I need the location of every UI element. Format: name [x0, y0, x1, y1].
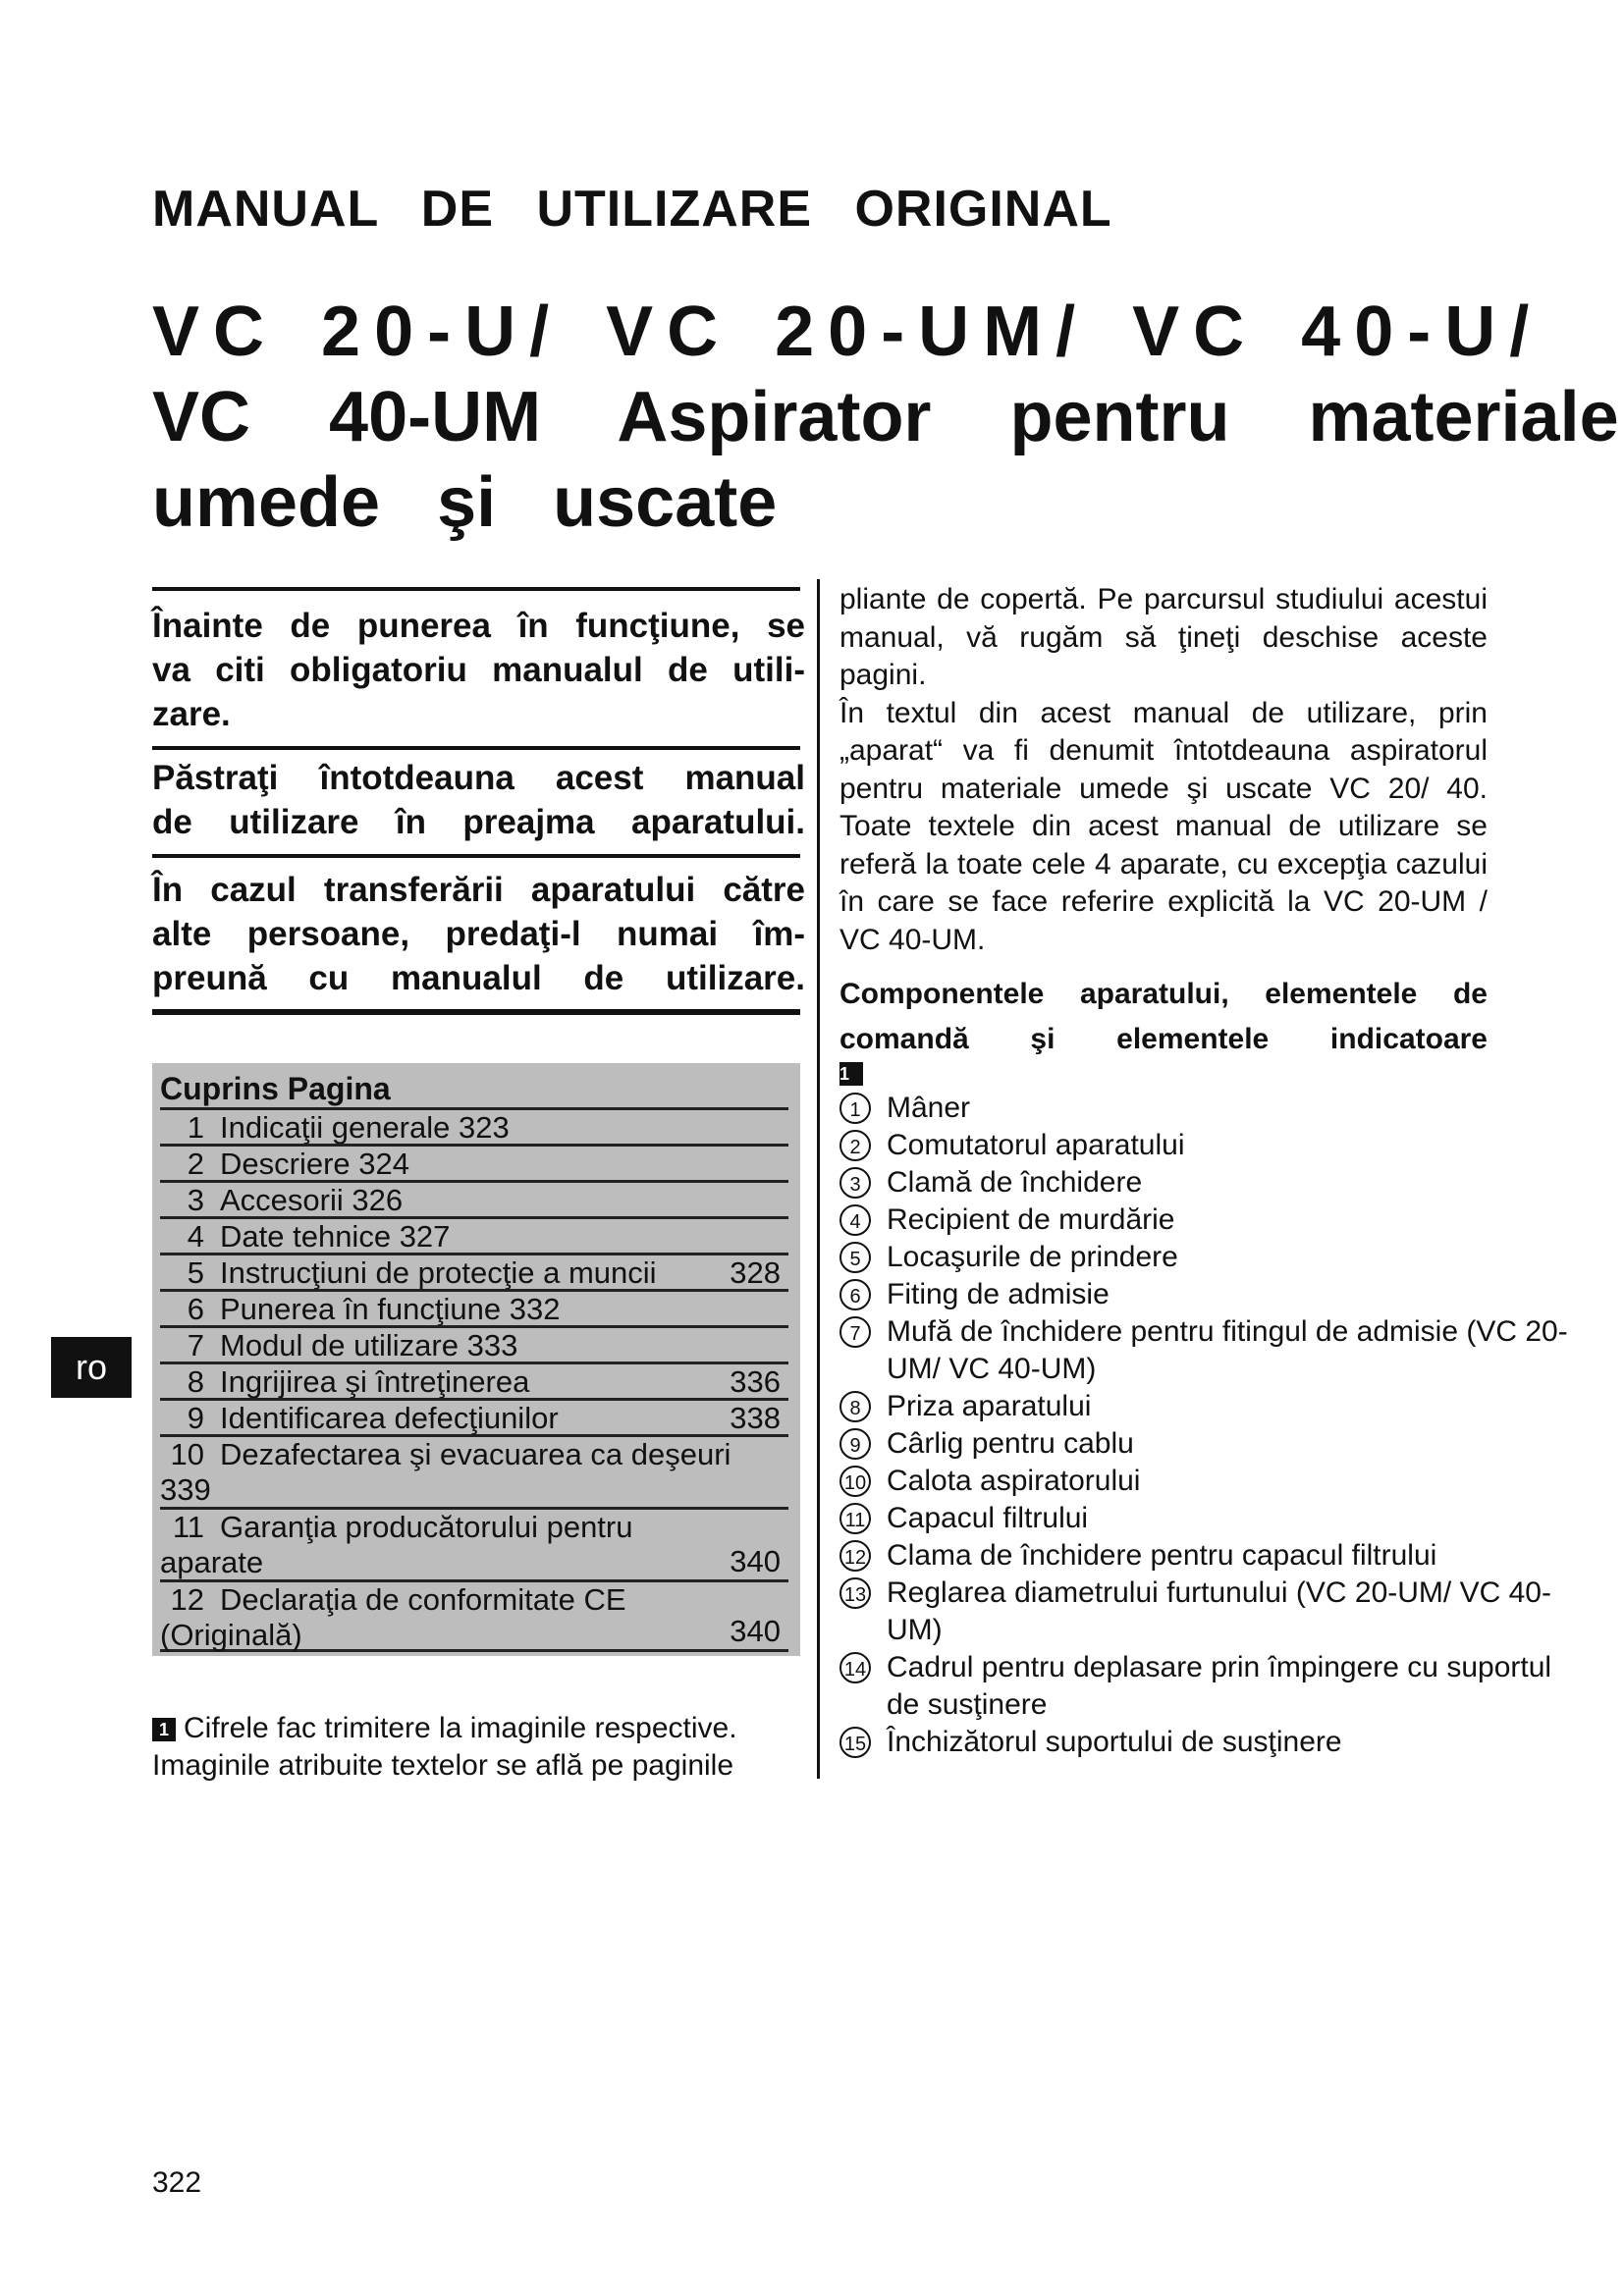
toc-page: 339 [160, 1472, 211, 1507]
list-item [839, 1649, 1586, 1724]
toc-row [160, 1180, 788, 1218]
toc-number: 1 [187, 1110, 204, 1145]
item-number: 7 [839, 1316, 871, 1348]
toc-label: Identificarea defecţiunilor [220, 1401, 559, 1435]
toc-label: Dezafectarea şi evacuarea ca deşeuri [220, 1437, 731, 1471]
toc-row [160, 1144, 788, 1182]
toc-row [160, 1398, 788, 1436]
toc-row [160, 1579, 788, 1652]
toc-label: Descriere [220, 1147, 351, 1181]
toc-page: 332 [509, 1292, 561, 1326]
list-item [839, 1500, 1586, 1537]
toc-label: Date tehnice [220, 1219, 392, 1254]
item-number: 3 [839, 1167, 871, 1199]
item-label: Comutatorul aparatului [887, 1129, 1185, 1161]
item-label: Reglarea diametrului furtunului (VC 20-UM/ VC 40-UM) [887, 1576, 1551, 1646]
warning-line: Păstraţi întotdeauna acest manual [152, 759, 805, 797]
footnote-text: Cifrele fac trimitere la imaginile respective. Imaginile atribuite textelor se află pe paginile [152, 1712, 737, 1782]
toc-row [160, 1507, 788, 1579]
item-label: Fiting de admisie [887, 1278, 1110, 1310]
figure-marker: 1 [839, 1062, 863, 1086]
figure-marker: 1 [152, 1718, 176, 1741]
document-title [152, 290, 1619, 546]
item-label: Clama de închidere pentru capacul filtrului [887, 1539, 1437, 1572]
list-item [839, 1276, 1586, 1313]
intro-paragraph: pliante de copertă. Pe parcursul studiului acestui manual, vă rugăm să ţineţi deschise aceste pagini. [839, 583, 1488, 691]
warning-line: va citi obligatoriu manualul de utili- [152, 651, 805, 689]
toc-label: Punerea în funcţiune [220, 1292, 502, 1326]
toc-page: 327 [399, 1219, 451, 1254]
toc-label: Accesorii [220, 1183, 344, 1217]
item-number: 1 [839, 1093, 871, 1124]
toc-row [160, 1362, 788, 1400]
toc-number: 12 [170, 1582, 204, 1617]
toc-page: 338 [730, 1401, 781, 1435]
warning-line: de utilizare în preajma aparatului. [152, 803, 805, 841]
toc-page: 324 [358, 1147, 410, 1181]
warning-line: Înainte de punerea în funcţiune, se [152, 607, 805, 645]
item-number: 13 [839, 1577, 871, 1609]
toc-number: 6 [187, 1292, 204, 1326]
footnote [152, 1710, 800, 1785]
warning-line: În cazul transferării aparatului către [152, 871, 805, 909]
title-line-3: umede şi uscate [152, 463, 778, 542]
item-number: 15 [839, 1727, 871, 1758]
item-label: Cârlig pentru cablu [887, 1427, 1134, 1460]
document-kicker: MANUAL DE UTILIZARE ORIGINAL [152, 181, 1112, 238]
item-number: 14 [839, 1652, 871, 1683]
item-number: 8 [839, 1391, 871, 1422]
toc-page: 326 [352, 1183, 404, 1217]
toc-page: 328 [730, 1255, 781, 1290]
rule [152, 854, 800, 858]
language-tab: ro [51, 1337, 132, 1398]
toc-number: 3 [187, 1183, 204, 1217]
item-number: 5 [839, 1242, 871, 1273]
list-item [839, 1239, 1586, 1276]
toc-page: 323 [459, 1110, 510, 1145]
toc-number: 2 [187, 1147, 204, 1181]
item-label: Mufă de închidere pentru fitingul de admisie (VC 20-UM/ VC 40-UM) [887, 1315, 1568, 1385]
item-label: Locaşurile de prindere [887, 1241, 1178, 1273]
list-item [839, 1090, 1586, 1127]
toc-row [160, 1325, 788, 1363]
toc-row [160, 1107, 788, 1146]
item-label: Închizătorul suportului de susţinere [887, 1726, 1342, 1758]
toc-label: Indicaţii generale [220, 1110, 451, 1145]
column-divider [817, 579, 820, 1779]
toc-row [160, 1434, 788, 1510]
warning-transfer [152, 868, 805, 1000]
item-label: Recipient de murdărie [887, 1203, 1175, 1236]
toc-number: 4 [187, 1219, 204, 1254]
toc-label: Modul de utilizare [220, 1328, 459, 1362]
list-item [839, 1201, 1586, 1239]
page-number: 322 [152, 2166, 202, 2199]
toc-page: 340 [730, 1544, 781, 1578]
toc-number: 5 [187, 1255, 204, 1290]
toc-label: Ingrijirea şi întreţinerea [220, 1364, 530, 1399]
toc-number: 8 [187, 1364, 204, 1399]
toc-row [160, 1253, 788, 1291]
toc-page: 333 [466, 1328, 518, 1362]
item-label: Priza aparatului [887, 1390, 1092, 1422]
right-column-text [839, 581, 1488, 959]
heading-line: Componentele aparatului, elementele de [839, 978, 1488, 1010]
list-item [839, 1313, 1586, 1388]
item-number: 9 [839, 1428, 871, 1460]
rule [152, 746, 800, 750]
toc-page: 336 [730, 1364, 781, 1399]
table-of-contents [152, 1063, 800, 1656]
list-item [839, 1463, 1586, 1500]
item-label: Cadrul pentru deplasare prin împingere cu suportul de susţinere [887, 1651, 1552, 1721]
warning-keep-manual [152, 756, 805, 844]
list-item [839, 1388, 1586, 1425]
toc-number: 11 [172, 1510, 204, 1544]
item-label: Calota aspiratorului [887, 1465, 1141, 1497]
title-line-2: VC 40-UM Aspirator pentru materiale [152, 378, 1619, 456]
list-item [839, 1164, 1586, 1201]
toc-number: 10 [170, 1437, 204, 1471]
warning-line: preună cu manualul de utilizare. [152, 959, 805, 997]
list-item [839, 1127, 1586, 1164]
title-line-1: VC 20-U/ VC 20-UM/ VC 40-U/ [152, 293, 1543, 371]
list-item [839, 1724, 1586, 1761]
components-heading [839, 972, 1488, 1086]
toc-page: 340 [730, 1614, 781, 1648]
aparat-paragraph: În textul din acest manual de utilizare, prin „aparat“ va fi denumit întotdeauna aspiratorul pentru materiale umede şi uscate VC 20/ 40. Toate textele din acest manual de utilizare se referă la toate cele 4 aparate, cu excepţia cazului în care se face referire explicită la VC 20-UM / VC 40-UM. [839, 696, 1488, 956]
item-label: Clamă de închidere [887, 1166, 1143, 1199]
list-item [839, 1425, 1586, 1463]
item-number: 10 [839, 1466, 871, 1497]
components-list [839, 1090, 1586, 1761]
rule [152, 587, 800, 591]
toc-number: 7 [187, 1328, 204, 1362]
item-number: 11 [839, 1503, 871, 1534]
toc-label: Declaraţia de conformitate CE (Originală) [160, 1582, 626, 1652]
toc-label: Garanţia producătorului pentru aparate [160, 1510, 633, 1579]
heading-line-text: comandă şi elementele indicatoare [839, 1023, 1488, 1055]
toc-label: Instrucţiuni de protecţie a muncii [220, 1255, 657, 1290]
warning-read-manual [152, 604, 805, 736]
toc-number: 9 [187, 1401, 204, 1435]
item-number: 12 [839, 1540, 871, 1572]
toc-row [160, 1289, 788, 1327]
item-number: 4 [839, 1204, 871, 1236]
warning-line: zare. [152, 695, 231, 733]
list-item [839, 1537, 1586, 1575]
item-number: 2 [839, 1130, 871, 1161]
rule [152, 1009, 800, 1015]
item-number: 6 [839, 1279, 871, 1310]
item-label: Mâner [887, 1092, 971, 1124]
toc-heading: Cuprins Pagina [160, 1071, 391, 1106]
list-item [839, 1575, 1586, 1649]
heading-line [839, 1017, 1488, 1086]
item-label: Capacul filtrului [887, 1502, 1089, 1534]
toc-row [160, 1216, 788, 1255]
warning-line: alte persoane, predaţi-l numai îm- [152, 915, 805, 953]
